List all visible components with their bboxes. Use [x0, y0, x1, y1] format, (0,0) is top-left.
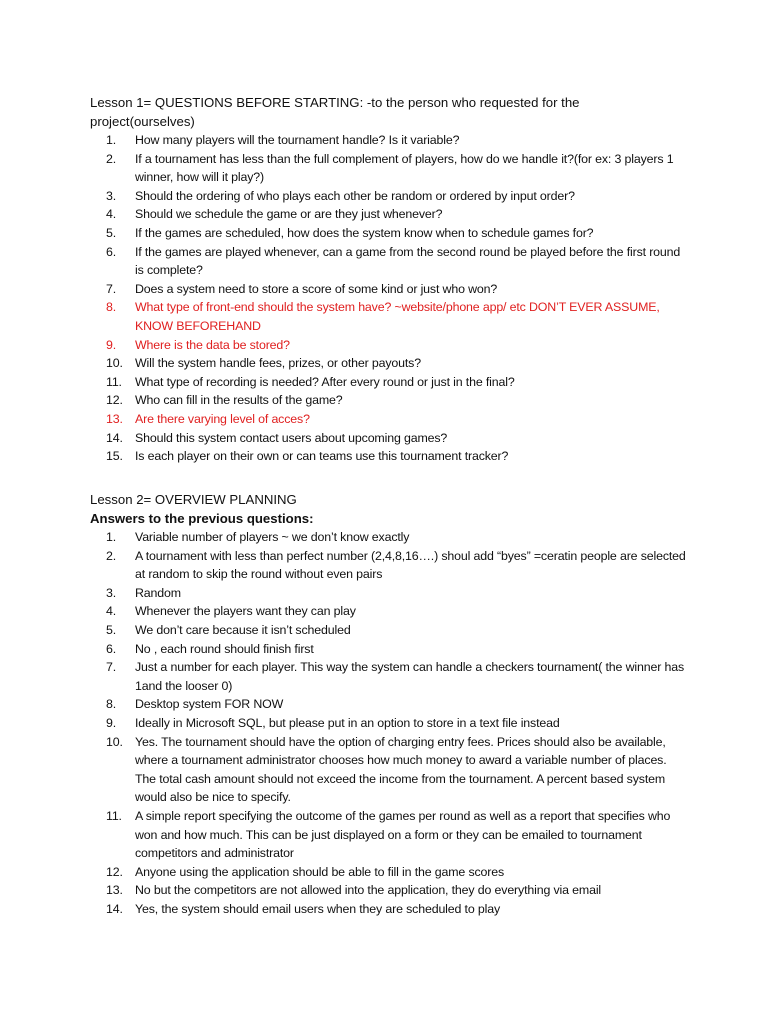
list-item-number: 2.	[106, 548, 117, 563]
list-item-text: No , each round should finish first	[135, 641, 314, 656]
answer-item	[90, 584, 690, 603]
list-item-number: 5.	[106, 225, 117, 240]
question-item	[90, 447, 690, 466]
list-item-number: 1.	[106, 133, 117, 147]
list-item-number: 9.	[106, 715, 117, 730]
answer-item	[90, 863, 690, 882]
list-item-text: Ideally in Microsoft SQL, but please put in an option to store in a text file instead	[135, 715, 560, 730]
list-item-text: No but the competitors are not allowed into the application, they do everything via email	[135, 883, 602, 898]
question-item	[90, 150, 690, 187]
answer-item	[90, 658, 690, 695]
question-item	[90, 243, 690, 280]
list-item-number: 13.	[106, 883, 123, 898]
list-item-text: What type of front-end should the system have? ~website/phone app/ etc DON’T EVER ASSUME, KNOW BEFOREHAND	[135, 300, 660, 333]
answer-item	[90, 900, 690, 919]
question-item	[90, 205, 690, 224]
list-item-text: Should the ordering of who plays each other be random or ordered by input order?	[135, 188, 575, 203]
list-item-number: 8.	[106, 697, 117, 712]
question-item	[90, 298, 690, 335]
question-item	[90, 224, 690, 243]
lesson-1-heading	[90, 93, 690, 131]
question-item	[90, 187, 690, 206]
list-item-number: 11.	[106, 374, 122, 389]
list-item-number: 6.	[106, 244, 117, 259]
question-item	[90, 354, 690, 373]
lesson-2-answer-list	[90, 528, 690, 918]
list-item-text: Is each player on their own or can teams use this tournament tracker?	[135, 449, 509, 464]
list-item-number: 10.	[106, 356, 123, 371]
lesson-1-section	[90, 93, 690, 466]
list-item-text: A simple report specifying the outcome of the games per round as well as a report that specifies who won and how much. This can be just displayed on a form or they can be emailed to tournament competitors and administrator	[135, 808, 671, 861]
list-item-number: 13.	[106, 411, 123, 426]
list-item-number: 14.	[106, 430, 123, 445]
list-item-text: Desktop system FOR NOW	[135, 697, 284, 712]
list-item-number: 4.	[106, 604, 117, 619]
list-item-number: 7.	[106, 660, 117, 675]
answer-item	[90, 621, 690, 640]
answer-item	[90, 602, 690, 621]
list-item-number: 4.	[106, 207, 117, 222]
list-item-text: Who can fill in the results of the game?	[135, 393, 343, 408]
list-item-number: 1.	[106, 530, 117, 544]
question-item	[90, 336, 690, 355]
list-item-text: Yes. The tournament should have the option of charging entry fees. Prices should also be available, where a tournament administrator chooses how much money to award a variable number of places. The total cash amount should not exceed the income from the tournament. A percent based system would also be nice to specify.	[135, 734, 667, 805]
answer-item	[90, 733, 690, 807]
question-item	[90, 410, 690, 429]
list-item-text: What type of recording is needed? After every round or just in the final?	[135, 374, 515, 389]
answer-item	[90, 695, 690, 714]
list-item-number: 14.	[106, 901, 123, 916]
list-item-text: If the games are scheduled, how does the system know when to schedule games for?	[135, 225, 594, 240]
list-item-number: 3.	[106, 585, 117, 600]
list-item-number: 12.	[106, 864, 123, 879]
answer-item	[90, 881, 690, 900]
list-item-text: Just a number for each player. This way the system can handle a checkers tournament( the winner has 1and the looser 0)	[135, 660, 684, 693]
lesson-1-title: Lesson 1= QUESTIONS BEFORE STARTING: -to the person who requested for the	[90, 95, 580, 110]
list-item-number: 10.	[106, 734, 123, 749]
lesson-2-heading: Lesson 2= OVERVIEW PLANNING	[90, 492, 297, 507]
list-item-text: How many players will the tournament handle? Is it variable?	[135, 133, 460, 147]
question-item	[90, 131, 690, 150]
list-item-text: Should this system contact users about upcoming games?	[135, 430, 448, 445]
list-item-number: 12.	[106, 393, 123, 408]
lesson-2-section	[90, 490, 690, 918]
list-item-text: If the games are played whenever, can a game from the second round be played before the first round is complete?	[135, 244, 681, 278]
list-item-text: If a tournament has less than the full complement of players, how do we handle it?(for ex: 3 players 1 winner, how will it play?)	[135, 151, 674, 185]
list-item-number: 9.	[106, 337, 117, 352]
list-item-number: 2.	[106, 151, 117, 166]
list-item-text: Where is the data be stored?	[135, 337, 290, 352]
lesson-1-question-list	[90, 131, 690, 466]
list-item-text: Are there varying level of acces?	[135, 411, 310, 426]
list-item-text: Variable number of players ~ we don’t know exactly	[135, 530, 410, 544]
answer-item	[90, 640, 690, 659]
list-item-number: 11.	[106, 808, 122, 823]
question-item	[90, 280, 690, 299]
question-item	[90, 429, 690, 448]
list-item-number: 5.	[106, 622, 117, 637]
answer-item	[90, 714, 690, 733]
list-item-text: Should we schedule the game or are they just whenever?	[135, 207, 443, 222]
list-item-text: Anyone using the application should be able to fill in the game scores	[135, 864, 505, 879]
answer-item	[90, 528, 690, 547]
list-item-number: 3.	[106, 188, 117, 203]
list-item-text: A tournament with less than perfect number (2,4,8,16….) shoul add “byes” =ceratin people are selected at random to skip the round without even pairs	[135, 548, 686, 582]
lesson-2-subheading: Answers to the previous questions:	[90, 511, 314, 526]
answer-item	[90, 807, 690, 863]
answer-item	[90, 547, 690, 584]
list-item-text: Random	[135, 585, 181, 600]
lesson-1-title-continued: project(ourselves)	[90, 114, 195, 129]
list-item-text: Yes, the system should email users when they are scheduled to play	[135, 901, 501, 916]
list-item-number: 7.	[106, 281, 117, 296]
list-item-number: 6.	[106, 641, 117, 656]
list-item-number: 8.	[106, 300, 117, 315]
question-item	[90, 373, 690, 392]
question-item	[90, 391, 690, 410]
list-item-text: Does a system need to store a score of some kind or just who won?	[135, 281, 498, 296]
list-item-number: 15.	[106, 449, 123, 464]
list-item-text: Whenever the players want they can play	[135, 604, 356, 619]
list-item-text: Will the system handle fees, prizes, or other payouts?	[135, 356, 421, 371]
list-item-text: We don’t care because it isn’t scheduled	[135, 622, 351, 637]
